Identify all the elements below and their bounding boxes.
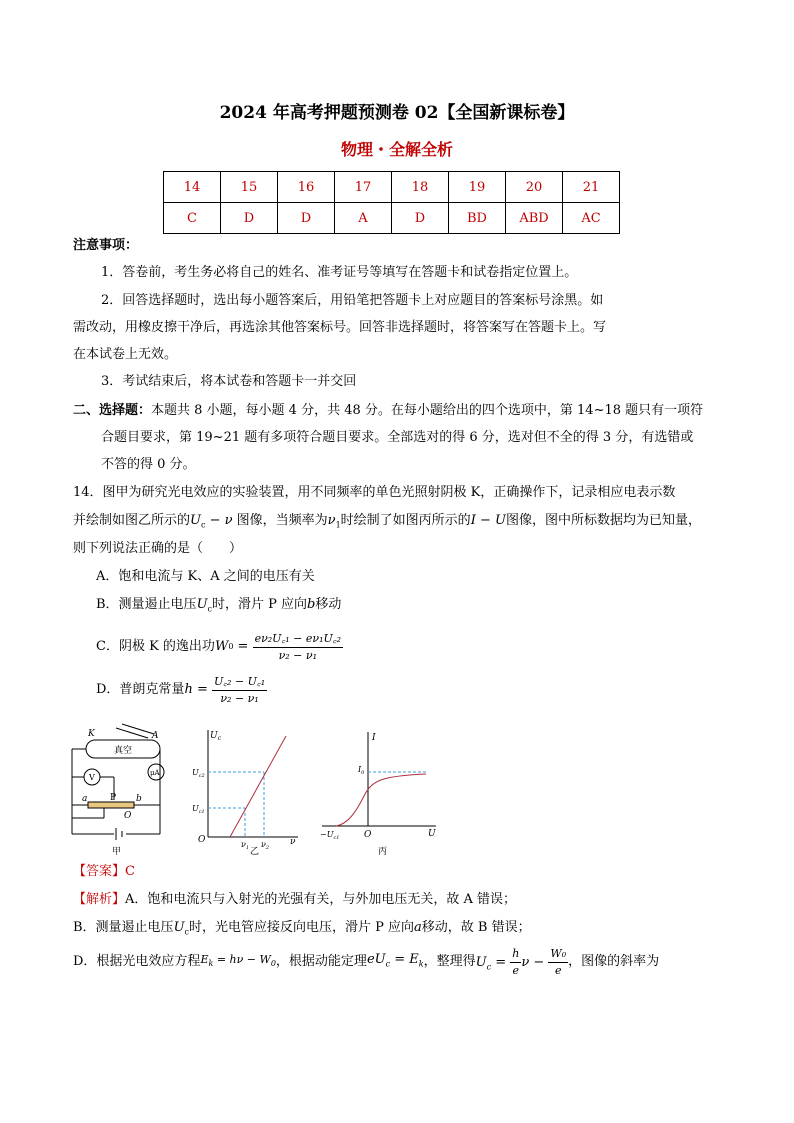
- analysis-text: ，根据动能定理: [275, 954, 367, 969]
- answer-table: [163, 171, 620, 234]
- math-symbol: W: [214, 639, 229, 654]
- label-a-anode: A: [152, 731, 159, 741]
- uc-nu-line: [230, 736, 286, 837]
- analysis-text: ，整理得: [423, 954, 476, 969]
- math-subscript: c: [200, 520, 206, 530]
- math-subscript: c: [184, 927, 190, 937]
- option-text: B．测量遏止电压: [96, 597, 197, 612]
- math-symbol: U: [173, 920, 185, 935]
- math-symbol: − ν: [205, 513, 233, 528]
- axis-label-u: U: [428, 829, 436, 839]
- page-subtitle: 物理・全解全析: [340, 140, 453, 159]
- analysis-text: ，图像的斜率为: [568, 954, 660, 969]
- analysis-line-1: [73, 892, 516, 908]
- origin-label: O: [198, 835, 206, 845]
- answer-table-cell: 21: [563, 172, 620, 203]
- fraction-numerator: U꜀₂ − U꜀₁: [212, 674, 267, 691]
- equals-sign: =: [233, 639, 253, 654]
- q14-stem-2: [73, 513, 701, 534]
- section-line-3: 不答的得 0 分。: [101, 457, 196, 472]
- answer-table-cell: C: [164, 203, 221, 234]
- figure-caption-yi: 乙: [250, 847, 260, 857]
- q14-option-d: [96, 673, 267, 707]
- tick-v1: $\nu_1$: [241, 840, 250, 851]
- q14-stem-text: 图像，当频率为: [232, 513, 328, 528]
- notice-heading: 注意事项：: [73, 238, 139, 253]
- section-heading: 二、选择题：: [73, 403, 152, 418]
- figure-jia-circuit: [64, 722, 174, 857]
- answer-table-cell: ABD: [506, 203, 563, 234]
- label-a: a: [82, 794, 88, 804]
- math-subscript: 1: [335, 520, 341, 530]
- equation-kinetic: $eU_c = E_k$: [366, 951, 424, 969]
- math-symbol: U: [196, 597, 208, 612]
- tick-v2: $\nu_2$: [261, 840, 270, 851]
- answer-table-cell: AC: [563, 203, 620, 234]
- q14-stem-3: 则下列说法正确的是（ ）: [73, 541, 243, 556]
- math-symbol: I − U: [470, 513, 506, 528]
- label-vacuum: 真空: [114, 746, 133, 756]
- fraction: $\frac{\text{W₀}}{e}$: [550, 946, 567, 977]
- answer-table-cell: BD: [449, 203, 506, 234]
- math-symbol: a: [414, 920, 422, 935]
- figure-bing-i-u-graph: [318, 722, 443, 857]
- option-text: 移动: [315, 597, 342, 612]
- q14-stem-text: 时绘制了如图丙所示的: [340, 513, 471, 528]
- math-subscript: c: [207, 604, 213, 614]
- answer-table-cell: A: [335, 203, 392, 234]
- notice-item-2c: 在本试卷上无效。: [73, 347, 178, 362]
- equation-photoelectric: $E_k = h\nu - W_0$: [200, 952, 276, 969]
- notice-item-3: 3．考试结束后，将本试卷和答题卡一并交回: [101, 374, 357, 389]
- label-b: b: [136, 794, 142, 804]
- answer-label: 【答案】C: [73, 864, 135, 879]
- axis-label-i: I: [372, 733, 376, 743]
- tick-i0: $I_0$: [358, 765, 365, 776]
- answer-table-cell: 15: [221, 172, 278, 203]
- fraction-denominator: ν₂ − ν₁: [220, 691, 259, 705]
- option-text: 时，滑片 P 应向: [212, 597, 308, 612]
- axis-label-nu: ν: [290, 837, 296, 847]
- analysis-line-2: [73, 920, 531, 941]
- fraction-numerator: eν₂U꜀₁ − eν₁U꜀₂: [253, 631, 343, 648]
- answer-table-cell: 16: [278, 172, 335, 203]
- answer-table-numbers-row: [164, 172, 620, 203]
- option-text: D．普朗克常量: [96, 682, 185, 697]
- tick-neg-uc1: $-U_{c1}$: [320, 830, 340, 841]
- section-line-1: 本题共 8 小题，每小题 4 分，共 48 分。在每小题给出的四个选项中，第 14~18 题只有一项符: [151, 403, 704, 418]
- q14-option-c: [96, 630, 343, 664]
- label-v: V: [89, 773, 95, 782]
- fraction-denominator: ν₂ − ν₁: [278, 648, 317, 662]
- q14-option-b: [96, 597, 341, 618]
- equation-result: $U_c$ = $\frac{h}{e}$ ν − $\frac{\text{W₀}}{e}$: [475, 946, 567, 977]
- answer-table-answers-row: [164, 203, 620, 234]
- fraction: $\frac{h}{e}$: [512, 946, 520, 977]
- math-symbol: U: [190, 513, 201, 528]
- option-text: C．阴极 K 的逸出功: [96, 639, 215, 654]
- answer-table-cell: 19: [449, 172, 506, 203]
- answer-table-cell: D: [221, 203, 278, 234]
- label-o: O: [124, 811, 132, 821]
- analysis-label: 【解析】: [73, 892, 126, 907]
- page-title: 2024 年高考押题预测卷 02【全国新课标卷】: [219, 103, 575, 123]
- light-ray: [122, 724, 154, 734]
- label-p: P: [110, 793, 117, 803]
- notice-item-2b: 需改动，用橡皮擦干净后，再选涂其他答案标号。回答非选择题时，将答案写在答题卡上。写: [73, 320, 607, 335]
- section-intro: [73, 403, 703, 419]
- q14-stem-text: 图像，图中所标数据均为已知量，: [505, 513, 701, 528]
- figure-yi-uc-nu-graph: [190, 722, 305, 857]
- q14-option-a: A．饱和电流与 K、A 之间的电压有关: [96, 569, 315, 584]
- tick-uc1: $U_{c1}$: [192, 804, 205, 815]
- answer-table-cell: 20: [506, 172, 563, 203]
- label-ua: μA: [150, 769, 160, 777]
- notice-item-2a: 2．回答选择题时，选出每小题答案后，用铅笔把答题卡上对应题目的答案标号涂黑。如: [101, 293, 604, 308]
- q14-stem-text: 并绘制如图乙所示的: [73, 513, 191, 528]
- equals-sign: =: [192, 682, 212, 697]
- answer-table-cell: D: [278, 203, 335, 234]
- light-ray: [116, 728, 148, 738]
- answer-table-cell: 18: [392, 172, 449, 203]
- axis-label-uc: $U_c$: [210, 731, 221, 742]
- analysis-line-3: [73, 945, 659, 979]
- analysis-text: A．饱和电流只与入射光的光强有关，与外加电压无关，故 A 错误；: [125, 892, 517, 907]
- label-k: K: [88, 729, 95, 739]
- math-symbol: ν: [327, 513, 336, 528]
- fraction: [212, 674, 267, 707]
- math-symbol: b: [307, 597, 316, 612]
- fraction: [253, 631, 343, 664]
- figure-caption-bing: 丙: [378, 847, 388, 857]
- answer-table-cell: 17: [335, 172, 392, 203]
- origin-label: O: [364, 830, 372, 840]
- figure-caption-jia: 甲: [112, 847, 122, 857]
- analysis-text: 时，光电管应接反向电压，滑片 P 应向: [189, 920, 415, 935]
- tick-uc2: $U_{c2}$: [192, 768, 205, 779]
- math-symbol: h: [184, 682, 193, 697]
- i-u-curve: [336, 774, 426, 826]
- section-line-2: 合题目要求，第 19~21 题有多项符合题目要求。全部选对的得 6 分，选对但不全的得 3 分，有选错或: [101, 430, 694, 445]
- analysis-text: D．根据光电效应方程: [73, 954, 201, 969]
- q14-stem-1: 14．图甲为研究光电效应的实验装置，用不同频率的单色光照射阴极 K，正确操作下，记录相应电表示数: [73, 485, 676, 500]
- analysis-text: B．测量遏止电压: [73, 920, 174, 935]
- analysis-text: 移动，故 B 错误；: [421, 920, 531, 935]
- answer-table-cell: 14: [164, 172, 221, 203]
- notice-item-1: 1．答卷前，考生务必将自己的姓名、准考证号等填写在答题卡和试卷指定位置上。: [101, 265, 578, 280]
- answer-table-cell: D: [392, 203, 449, 234]
- math-subscript: 0: [228, 642, 234, 651]
